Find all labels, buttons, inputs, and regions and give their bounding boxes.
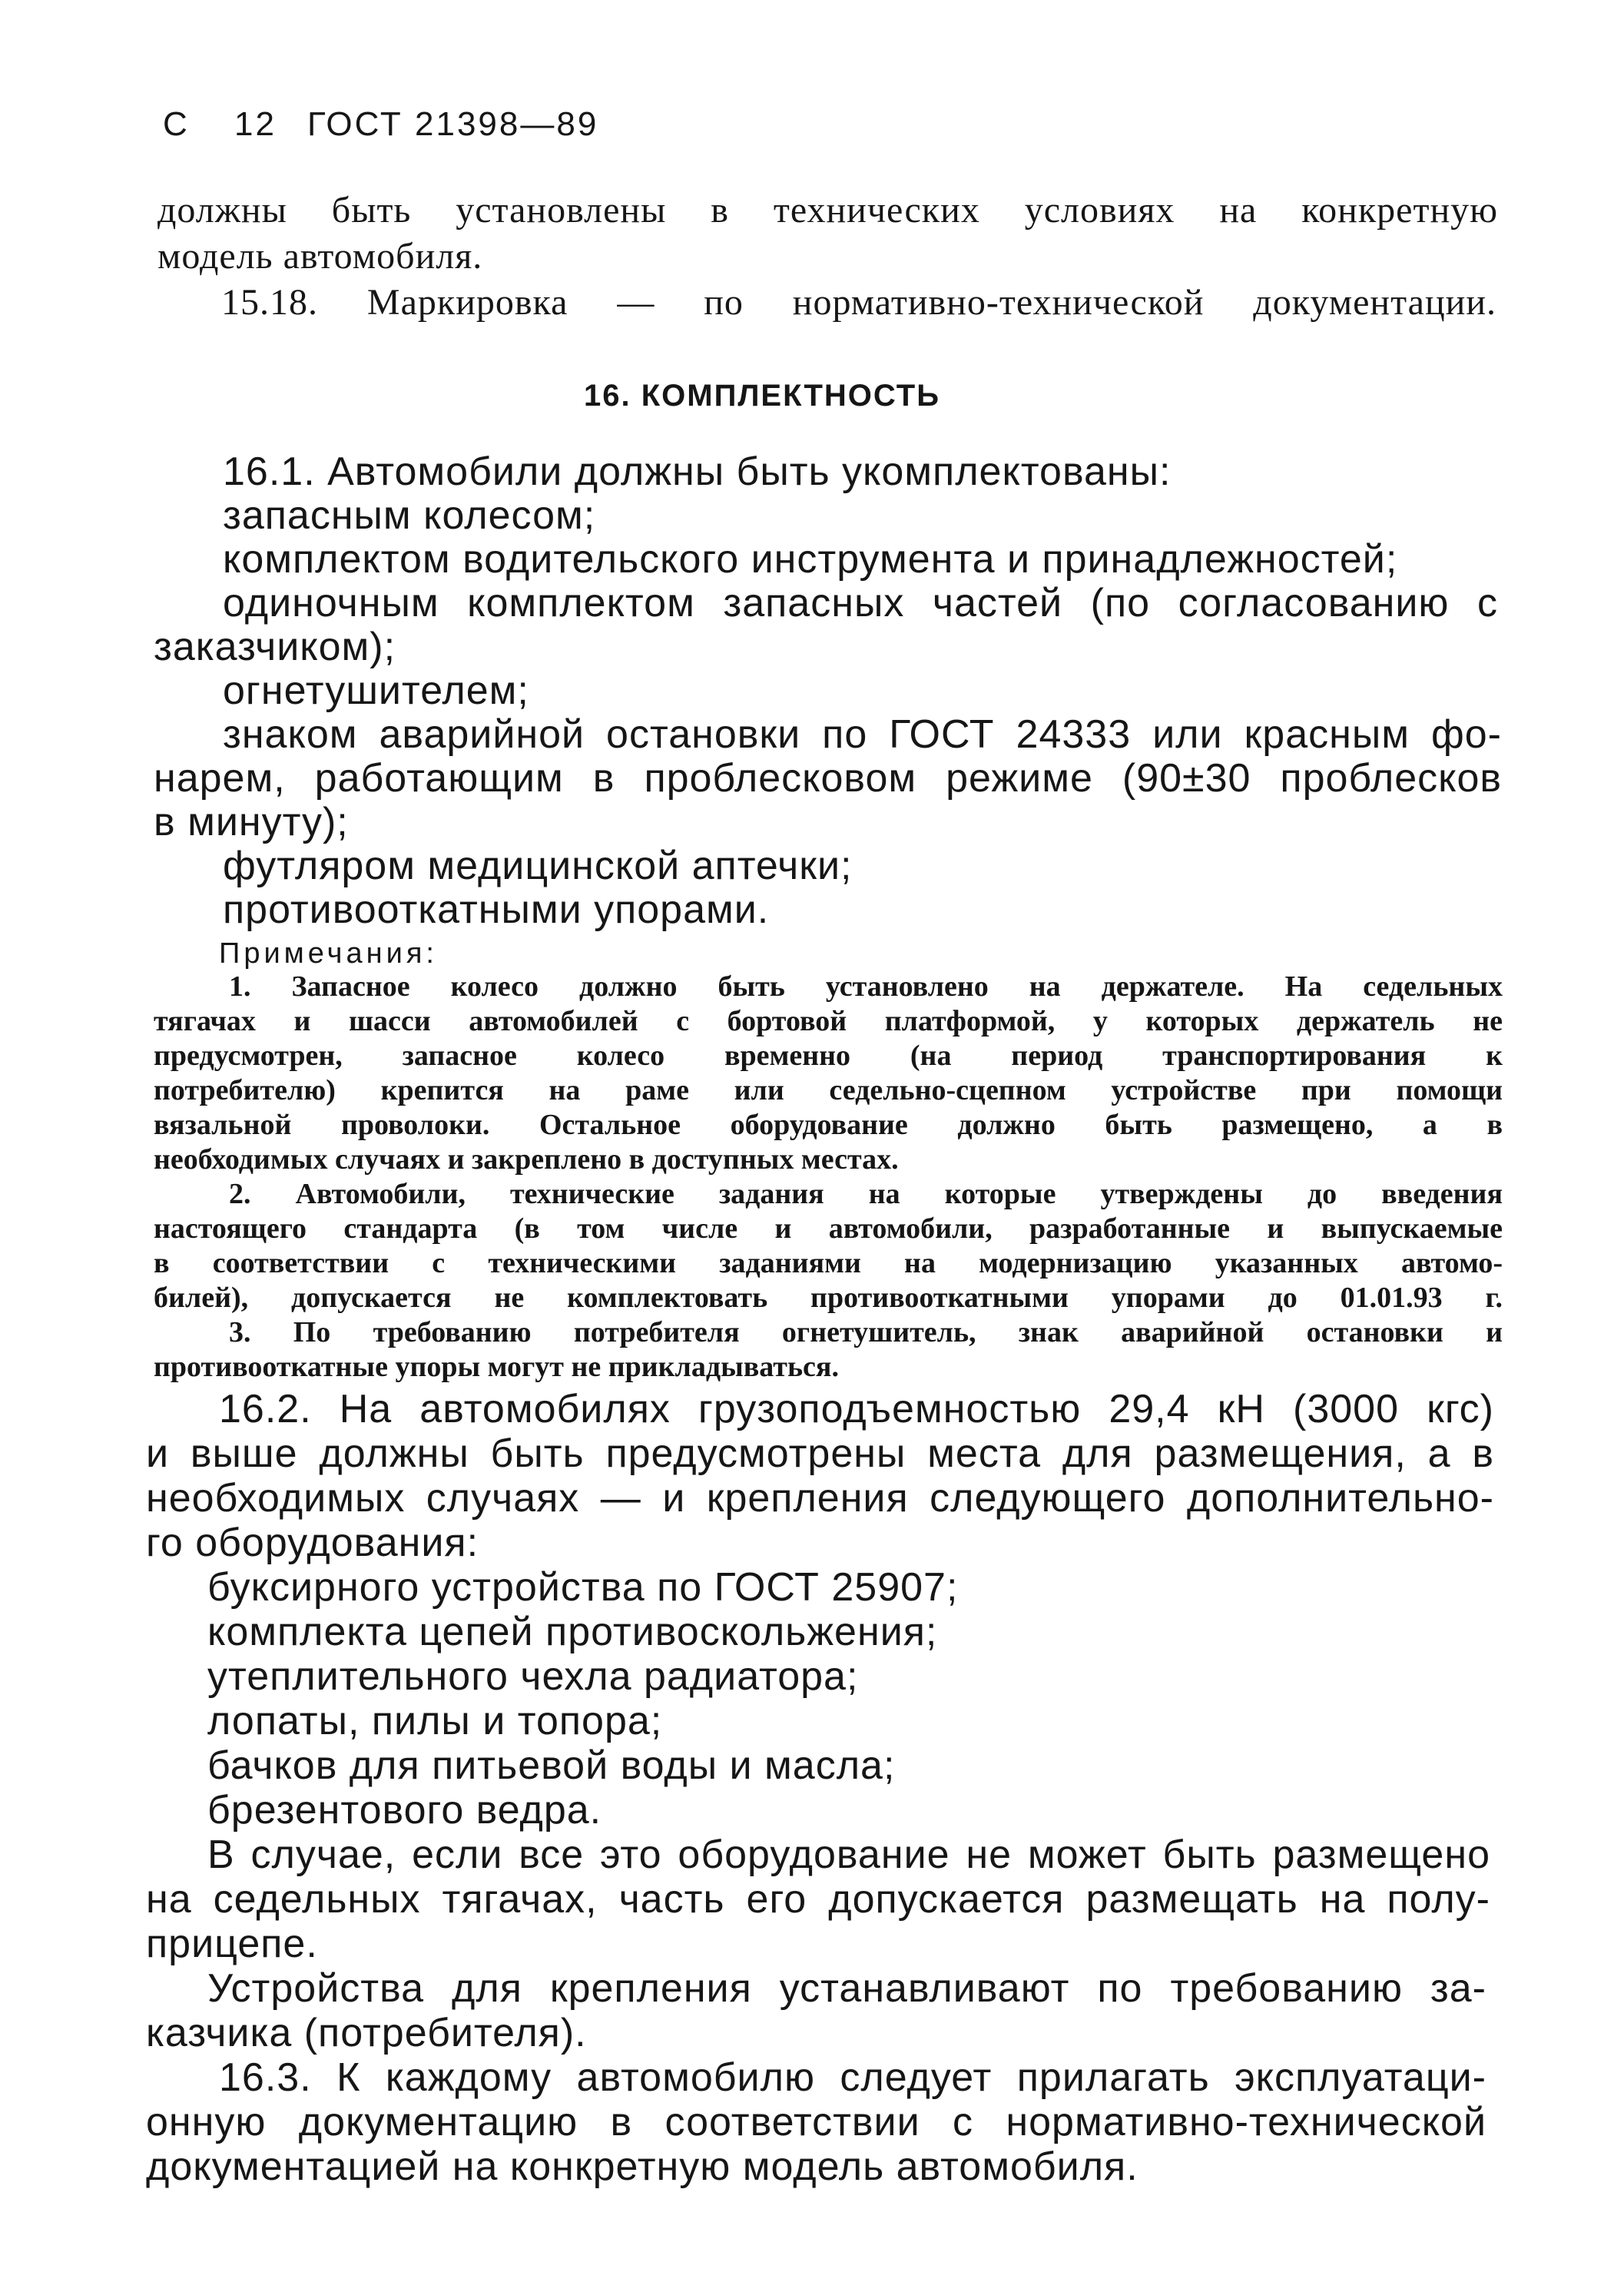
tail-line: и выше должны быть предусмотрены места для размещения, а в (146, 1431, 1494, 1476)
tail-line: необходимых случаях — и крепления следующего дополнительно- (146, 1476, 1494, 1521)
section-line: запасным колесом; (223, 493, 596, 538)
note-line: предусмотрен, запасное колесо временно (на период транспортирования к (154, 1040, 1503, 1072)
tail-line: брезентового ведра. (207, 1788, 602, 1833)
section-line: комплектом водительского инструмента и принадлежностей; (223, 537, 1398, 582)
note-line: настоящего стандарта (в том числе и автомобили, разработанные и выпускаемые (154, 1212, 1503, 1245)
section-line: одиночным комплектом запасных частей (по согласованию с (223, 581, 1498, 625)
tail-line: го оборудования: (146, 1521, 479, 1565)
tail-line: документацией на конкретную модель автомобиля. (146, 2144, 1138, 2189)
section-line: огнетушителем; (223, 668, 529, 713)
tail-line: 16.3. К каждому автомобилю следует прилагать эксплуатаци- (219, 2055, 1486, 2100)
note-line: 3. По требованию потребителя огнетушитель, знак аварийной остановки и (229, 1316, 1503, 1348)
note-line: 2. Автомобили, технические задания на которые утверждены до введения (229, 1178, 1503, 1210)
section-line: знаком аварийной остановки по ГОСТ 24333 или красным фо- (223, 712, 1502, 757)
document-id: ГОСТ 21398—89 (307, 105, 599, 143)
note-line: вязальной проволоки. Остальное оборудование должно быть размещено, а в (154, 1109, 1503, 1141)
tail-line: буксирного устройства по ГОСТ 25907; (207, 1565, 959, 1610)
note-line: в соответствии с техническими заданиями на модернизацию указанных автомо- (154, 1247, 1503, 1279)
section-title: 16. КОМПЛЕКТНОСТЬ (584, 379, 940, 413)
section-line: 16.1. Автомобили должны быть укомплектованы: (223, 449, 1172, 494)
note-line: потребителю) крепится на раме или седельно-сцепном устройстве при помощи (154, 1074, 1503, 1106)
section-line: в минуту); (154, 800, 349, 844)
tail-line: казчика (потребителя). (146, 2011, 587, 2055)
tail-line: утеплительного чехла радиатора; (207, 1654, 859, 1699)
note-line: 1. Запасное колесо должно быть установлено на держателе. На седельных (229, 970, 1503, 1003)
section-line: противооткатными упорами. (223, 887, 770, 932)
tail-line: лопаты, пилы и топора; (207, 1699, 663, 1743)
intro-line: 15.18. Маркировка — по нормативно-технической документации. (221, 282, 1496, 323)
page-number: 12 (234, 105, 277, 143)
tail-line: В случае, если все это оборудование не может быть размещено (207, 1833, 1490, 1877)
tail-line: прицепе. (146, 1922, 318, 1966)
tail-line: на седельных тягачах, часть его допускается размещать на полу- (146, 1877, 1490, 1922)
intro-line: должны быть установлены в технических условиях на конкретную (157, 190, 1498, 231)
tail-line: Устройства для крепления устанавливают по требованию за- (207, 1966, 1486, 2011)
tail-line: бачков для питьевой воды и масла; (207, 1743, 896, 1788)
note-line: билей), допускается не комплектовать противооткатными упорами до 01.01.93 г. (154, 1282, 1503, 1314)
notes-heading: Примечания: (219, 937, 438, 970)
note-line: тягачах и шасси автомобилей с бортовой платформой, у которых держатель не (154, 1005, 1503, 1037)
tail-line: комплекта цепей противоскольжения; (207, 1610, 938, 1654)
section-line: нарем, работающим в проблесковом режиме (90±30 проблесков (154, 756, 1502, 801)
tail-line: 16.2. На автомобилях грузоподъемностью 29,4 кН (3000 кгс) (219, 1387, 1494, 1431)
intro-line: модель автомобиля. (157, 236, 483, 277)
note-line: необходимых случаях и закреплено в доступных местах. (154, 1143, 899, 1176)
page-prefix: С (163, 105, 190, 143)
tail-line: онную документацию в соответствии с нормативно-технической (146, 2100, 1486, 2144)
section-line: футляром медицинской аптечки; (223, 844, 853, 888)
section-line: заказчиком); (154, 625, 396, 669)
note-line: противооткатные упоры могут не прикладываться. (154, 1351, 839, 1383)
